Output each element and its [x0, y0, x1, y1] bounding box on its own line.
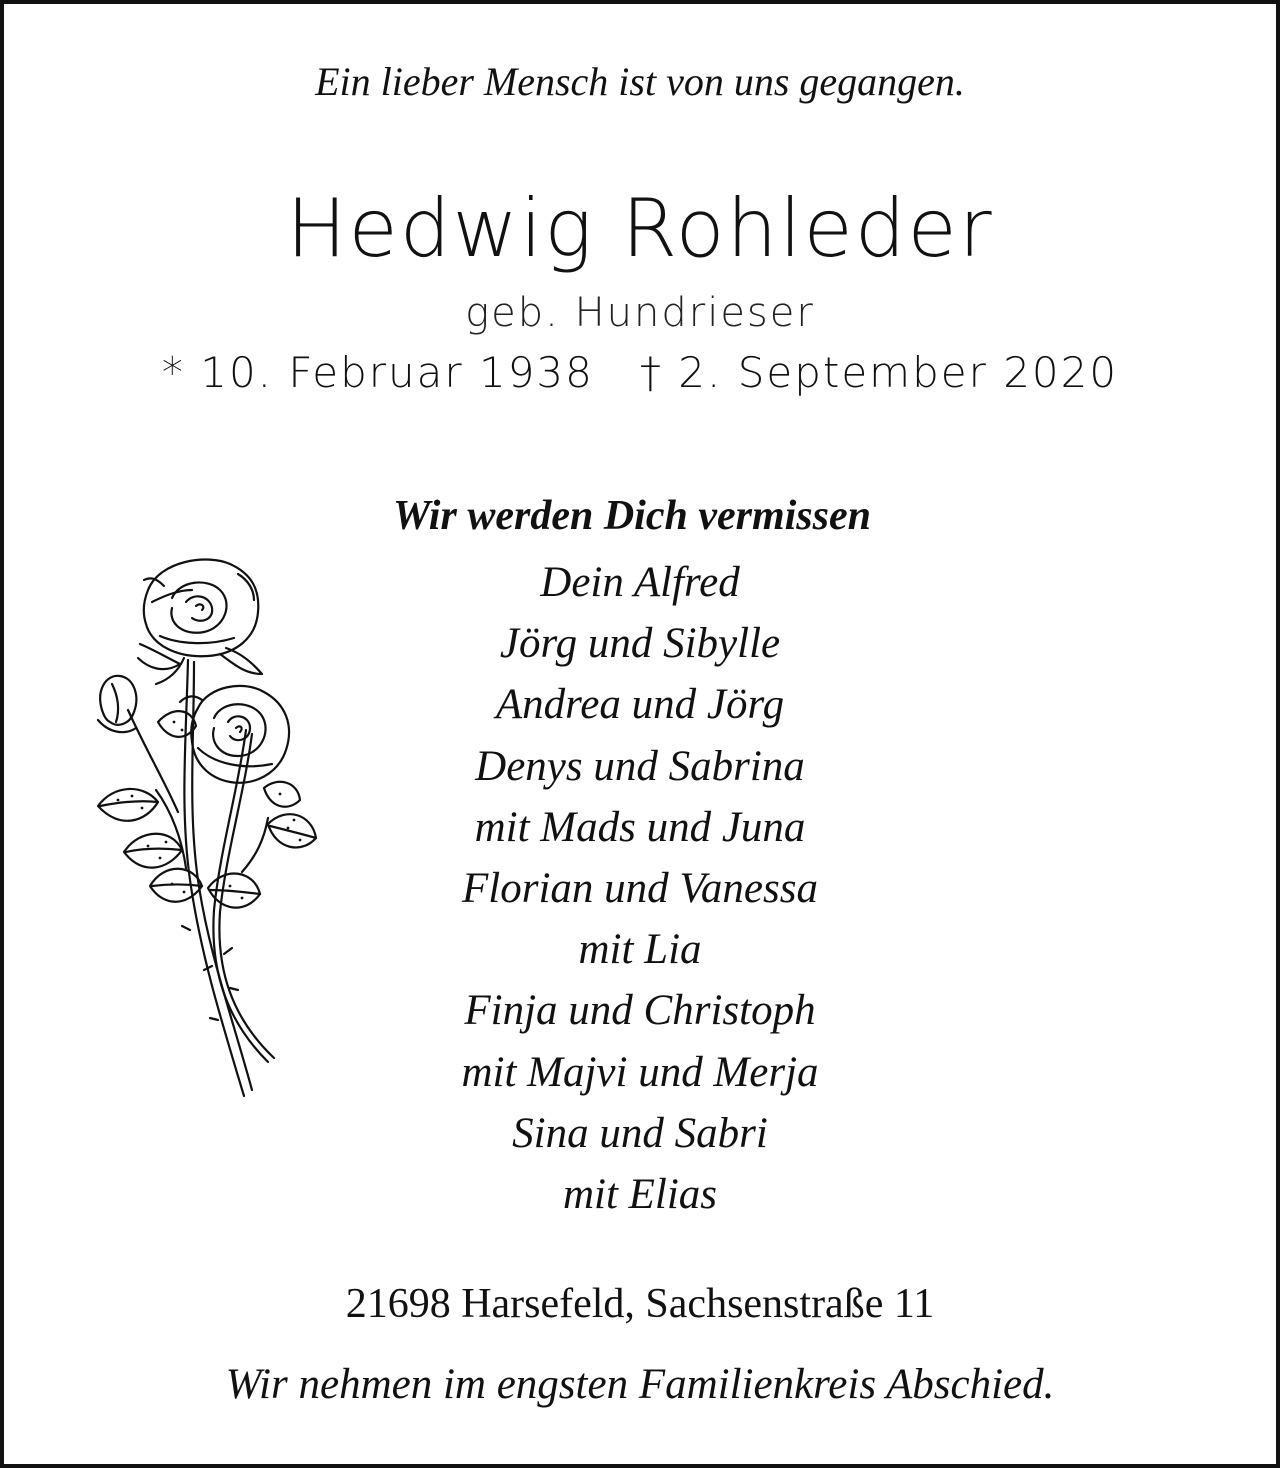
family-line: Jörg und Sibylle [499, 620, 781, 668]
address: 21698 Harsefeld, Sachsenstraße 11 [345, 1281, 935, 1327]
intro-text: Ein lieber Mensch ist von uns gegangen. [315, 59, 965, 104]
family-line: mit Lia [578, 926, 702, 974]
miss-heading: Wir werden Dich vermissen [393, 493, 871, 539]
family-line: mit Elias [562, 1170, 718, 1218]
family-line: Florian und Vanessa [462, 864, 818, 912]
family-line: mit Mads und Juna [474, 803, 806, 851]
family-line: Dein Alfred [540, 559, 740, 606]
rose-icon [68, 550, 338, 1110]
family-line: Andrea und Jörg [495, 681, 785, 729]
family-line: Sina und Sabri [512, 1109, 768, 1157]
closing-text: Wir nehmen im engsten Familienkreis Abschied. [225, 1361, 1055, 1408]
family-line: Finja und Christoph [464, 987, 816, 1035]
family-line: Denys und Sabrina [475, 742, 805, 790]
life-dates: * 10. Februar 1938 † 2. September 2020 [161, 348, 1119, 397]
deceased-name: Hedwig Rohleder [286, 182, 994, 275]
family-line: mit Majvi und Merja [461, 1048, 819, 1096]
maiden-name: geb. Hundrieser [465, 290, 815, 336]
